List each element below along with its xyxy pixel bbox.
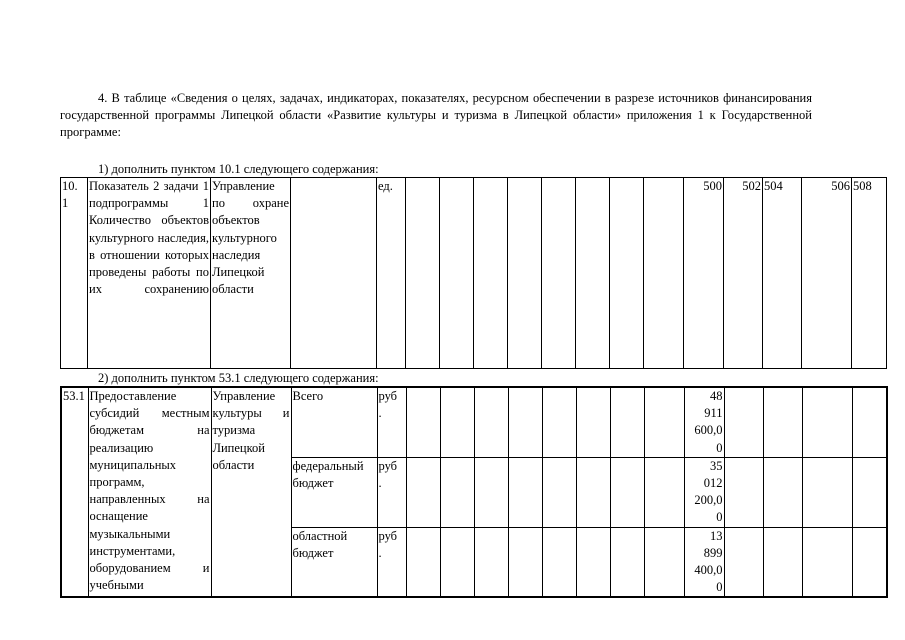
table-row (61, 387, 887, 457)
value-cell: 508 (852, 178, 887, 369)
unit: руб . (377, 457, 406, 527)
value-cell (610, 527, 644, 597)
unit: ед. (377, 178, 406, 369)
row-number: 53.1 (61, 387, 88, 597)
amendment-paragraph (60, 90, 812, 141)
value-cell (644, 457, 684, 527)
funding-source: федеральный бюджет (291, 457, 377, 527)
value-cell (644, 178, 684, 369)
note-add-item-53-1: 2) дополнить пунктом 53.1 следующего содержания: (98, 371, 379, 385)
value-cell (576, 527, 610, 597)
funding-source (291, 178, 377, 369)
value-cell: 504 (763, 178, 802, 369)
value-cell (508, 527, 542, 597)
unit: руб . (377, 527, 406, 597)
amount-cell: 13 899 400,0 0 (684, 527, 724, 597)
value-cell (724, 457, 763, 527)
value-cell (542, 527, 576, 597)
amendment-text: 4. В таблице «Сведения о целях, задачах, индикаторах, показателях, ресурсном обеспечении в разрезе источников финансирования государственной программы Липецкой области «Развитие культуры и туризма в Липецкой области» приложения 1 к Государственной программе: (60, 91, 812, 139)
table-row (61, 178, 887, 369)
funding-source: Всего (291, 387, 377, 457)
value-cell (474, 527, 508, 597)
measure-name: Предоставление субсидий местным бюджетам на реализацию муниципальных программ, направленных на оснащение музыкальными инструментами, оборудованием и учебными (88, 387, 211, 597)
responsible-org: Управление по охране объектов культурного наследия Липецкой области (211, 178, 291, 369)
value-cell: 506 (802, 178, 852, 369)
value-cell (763, 457, 802, 527)
value-cell (763, 527, 802, 597)
value-cell: 502 (724, 178, 763, 369)
table-item-10-1 (60, 177, 887, 369)
value-cell (852, 387, 887, 457)
value-cell (508, 387, 542, 457)
value-cell (542, 387, 576, 457)
value-cell (508, 178, 542, 369)
value-cell (852, 457, 887, 527)
value-cell (542, 178, 576, 369)
unit: руб . (377, 387, 406, 457)
value-cell (802, 387, 852, 457)
value-cell (610, 387, 644, 457)
value-cell (724, 527, 763, 597)
value-cell (440, 527, 474, 597)
value-cell (406, 387, 440, 457)
value-cell (440, 387, 474, 457)
value-cell (802, 457, 852, 527)
value-cell (474, 457, 508, 527)
value-cell (406, 457, 440, 527)
value-cell (406, 178, 440, 369)
funding-source: областной бюджет (291, 527, 377, 597)
value-cell (542, 457, 576, 527)
indicator-name: Показатель 2 задачи 1 подпрограммы 1 Количество объектов культурного наследия, в отношении которых проведены работы по их сохранению (88, 178, 211, 369)
value-cell (610, 457, 644, 527)
value-cell (763, 387, 802, 457)
note-add-item-10-1: 1) дополнить пунктом 10.1 следующего содержания: (98, 162, 379, 176)
value-cell (644, 387, 684, 457)
responsible-org: Управление культуры и туризма Липецкой области (211, 387, 291, 597)
value-cell (576, 178, 610, 369)
value-cell (508, 457, 542, 527)
amount-cell: 48 911 600,0 0 (684, 387, 724, 457)
value-cell (440, 457, 474, 527)
value-cell: 500 (684, 178, 724, 369)
table-item-53-1 (60, 386, 888, 598)
value-cell (576, 387, 610, 457)
value-cell (474, 178, 508, 369)
value-cell (644, 527, 684, 597)
value-cell (610, 178, 644, 369)
value-cell (474, 387, 508, 457)
value-cell (576, 457, 610, 527)
value-cell (724, 387, 763, 457)
value-cell (852, 527, 887, 597)
row-number: 10. 1 (61, 178, 88, 369)
amount-cell: 35 012 200,0 0 (684, 457, 724, 527)
value-cell (406, 527, 440, 597)
value-cell (440, 178, 474, 369)
value-cell (802, 527, 852, 597)
